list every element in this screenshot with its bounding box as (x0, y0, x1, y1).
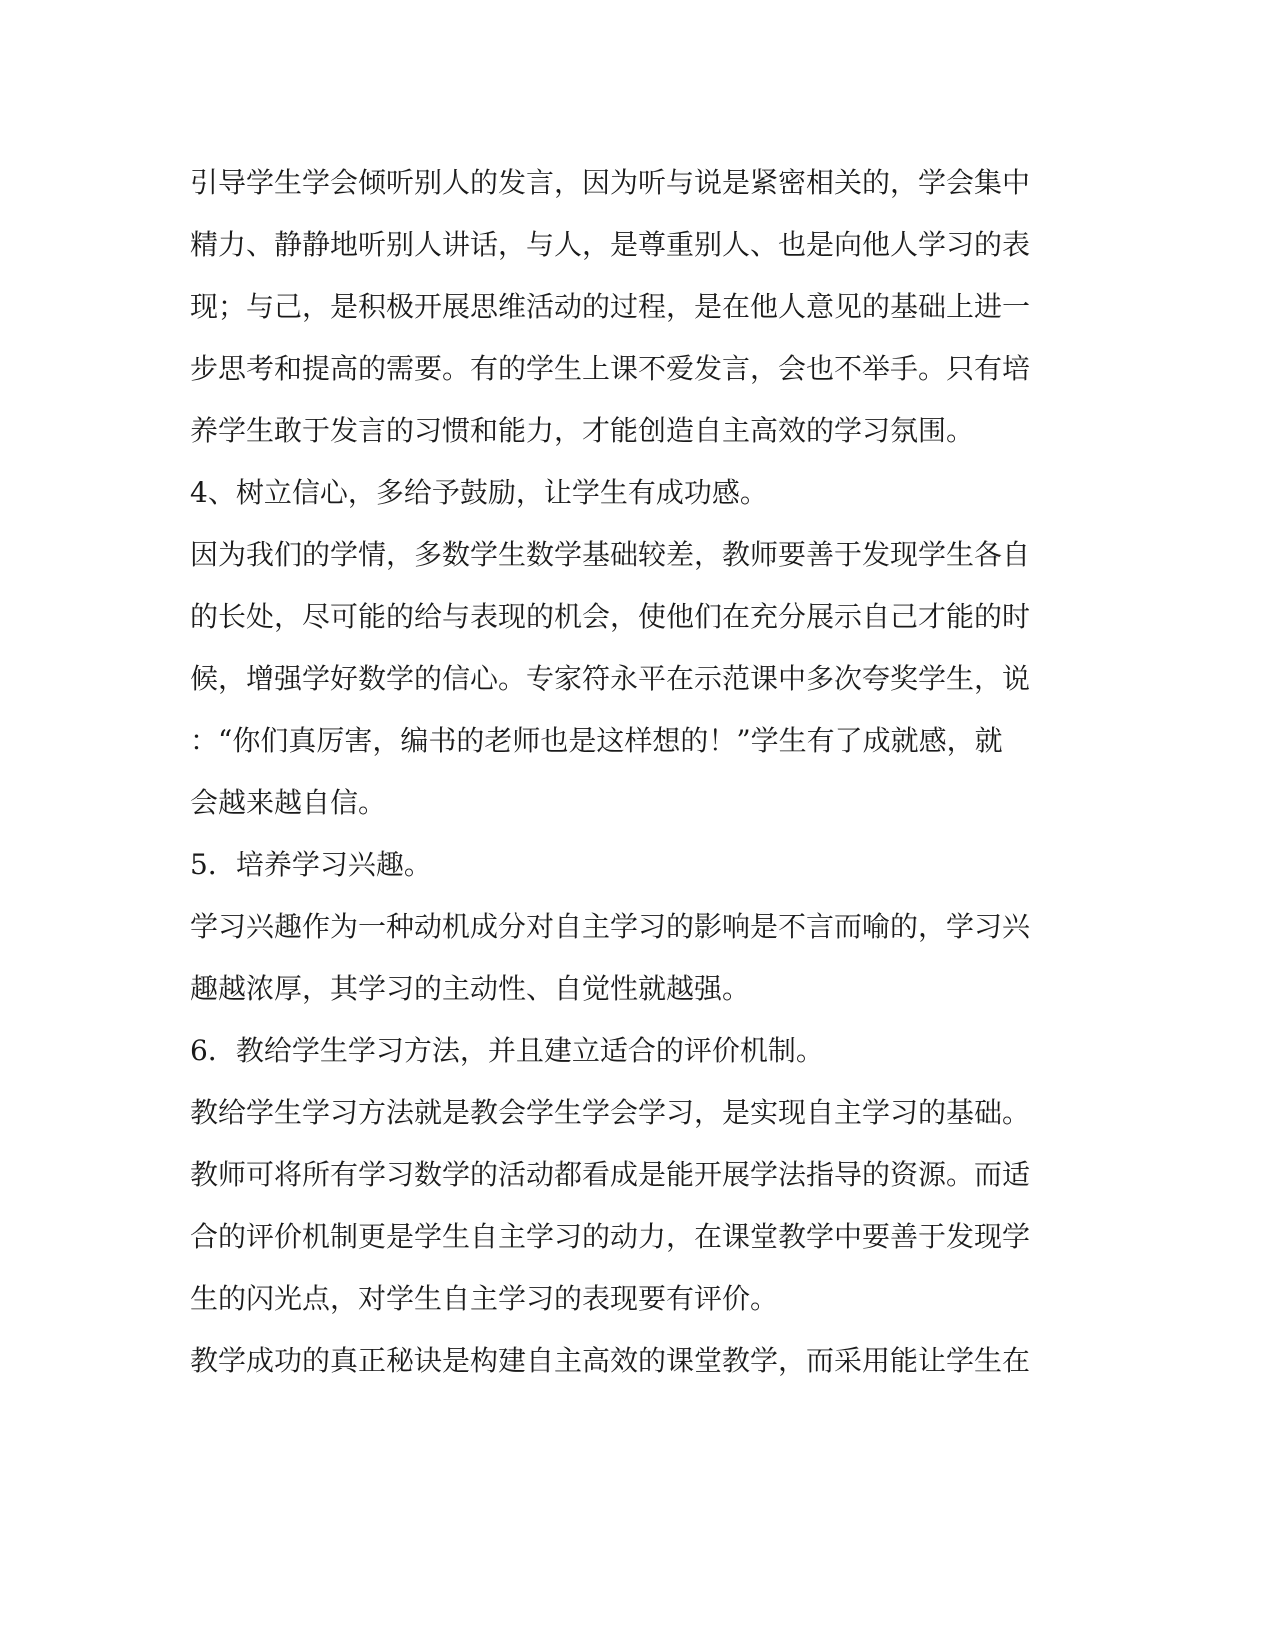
text-line: 教给学生学习方法就是教会学生学会学习，是实现自主学习的基础。 (190, 1096, 1031, 1129)
text-line: 因为我们的学情，多数学生数学基础较差，教师要善于发现学生各自 (190, 538, 1031, 571)
section-heading: 4、树立信心，多给予鼓励，让学生有成功感。 (190, 476, 768, 509)
text-line: 候，增强学好数学的信心。专家符永平在示范课中多次夸奖学生，说 (190, 662, 1031, 695)
text-line: 生的闪光点，对学生自主学习的表现要有评价。 (190, 1282, 779, 1315)
text-line: 教学成功的真正秘诀是构建自主高效的课堂教学，而采用能让学生在 (190, 1344, 1031, 1377)
text-line: 趣越浓厚，其学习的主动性、自觉性就越强。 (190, 972, 751, 1005)
text-line: 精力、静静地听别人讲话，与人，是尊重别人、也是向他人学习的表 (190, 228, 1031, 261)
text-line: 引导学生学会倾听别人的发言，因为听与说是紧密相关的，学会集中 (190, 166, 1031, 199)
text-line: 教师可将所有学习数学的活动都看成是能开展学法指导的资源。而适 (190, 1158, 1031, 1191)
text-line: ：“你们真厉害，编书的老师也是这样想的！”学生有了成就感，就 (190, 724, 1003, 757)
text-line: 养学生敢于发言的习惯和能力，才能创造自主高效的学习氛围。 (190, 414, 975, 447)
text-line: 会越来越自信。 (190, 786, 387, 819)
text-line: 现；与己，是积极开展思维活动的过程，是在他人意见的基础上进一 (190, 290, 1031, 323)
text-line: 合的评价机制更是学生自主学习的动力，在课堂教学中要善于发现学 (190, 1220, 1031, 1253)
section-heading: 6．教给学生学习方法，并且建立适合的评价机制。 (190, 1034, 824, 1067)
text-line: 步思考和提高的需要。有的学生上课不爱发言，会也不举手。只有培 (190, 352, 1031, 385)
section-heading: 5．培养学习兴趣。 (190, 848, 432, 881)
text-line: 学习兴趣作为一种动机成分对自主学习的影响是不言而喻的，学习兴 (190, 910, 1031, 943)
text-line: 的长处，尽可能的给与表现的机会，使他们在充分展示自己才能的时 (190, 600, 1031, 633)
